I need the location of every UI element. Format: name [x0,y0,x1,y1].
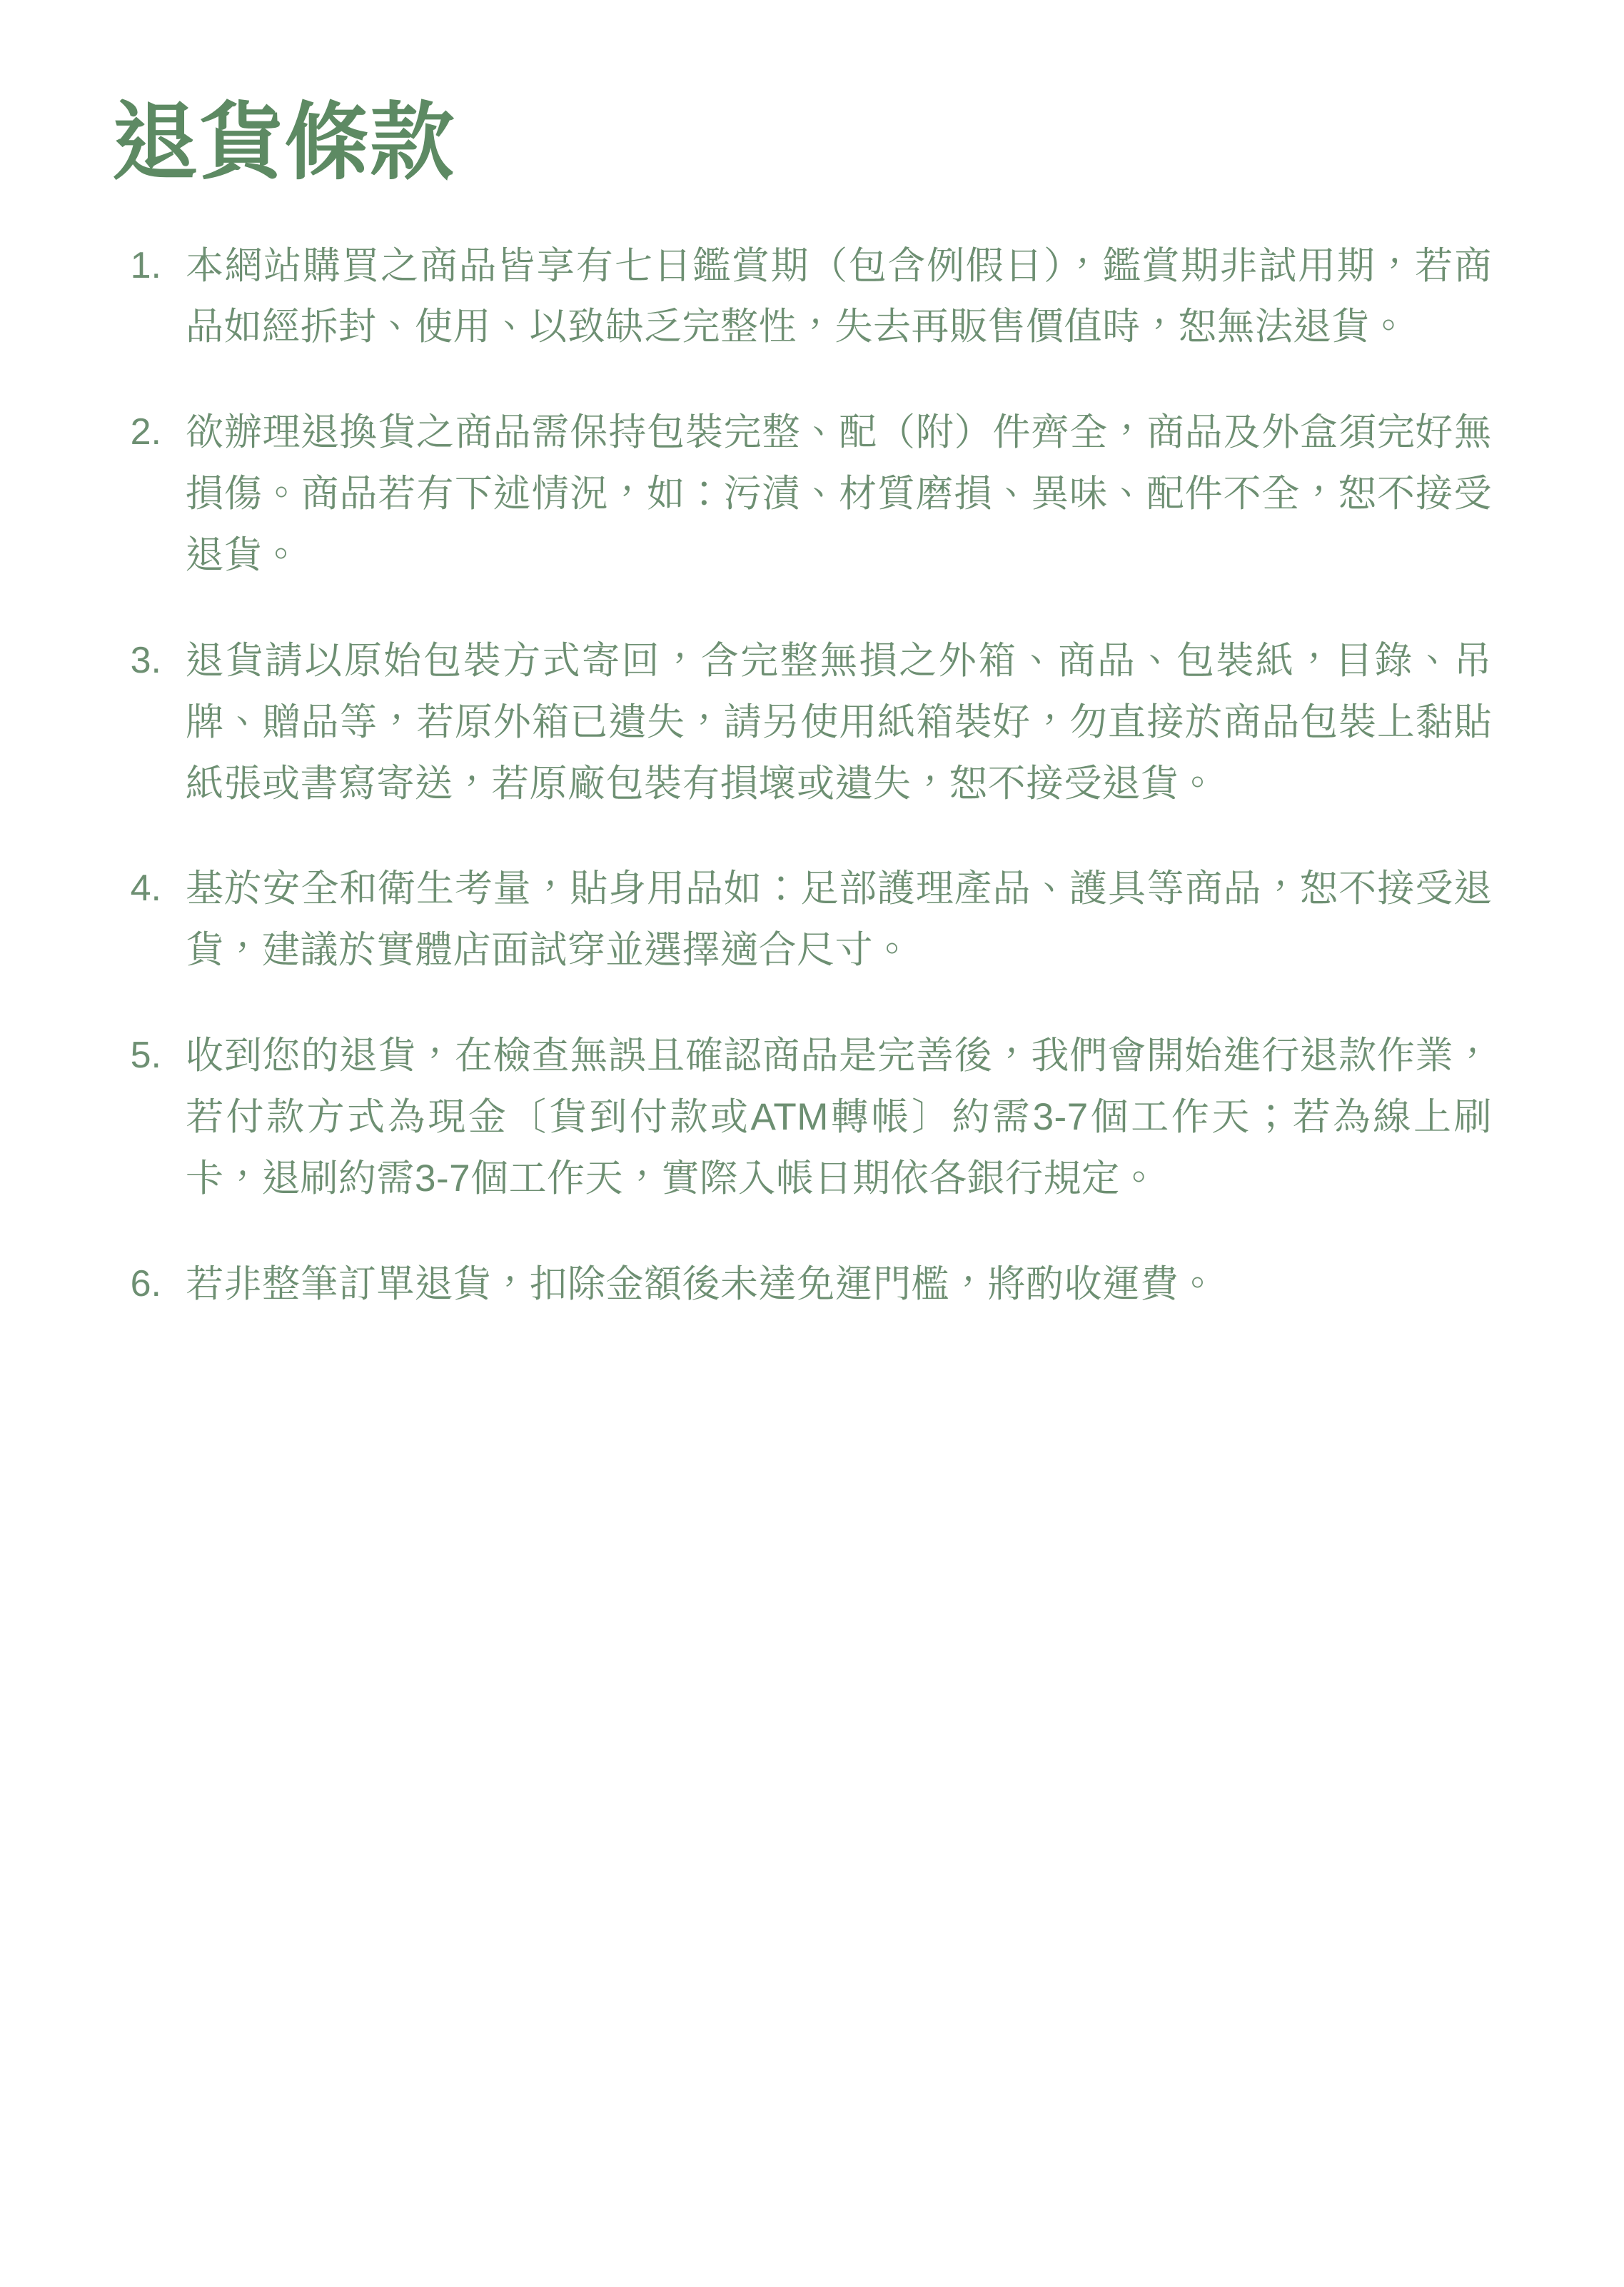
list-item-text: 若非整筆訂單退貨，扣除金額後未達免運門檻，將酌收運費。 [186,1262,1217,1305]
list-item-number: 3. [130,639,161,681]
list-item-text: 欲辦理退換貨之商品需保持包裝完整、配（附）件齊全，商品及外盒須完好無損傷。商品若有下述情況，如：污漬、材質磨損、異味、配件不全，恕不接受退貨。 [186,411,1492,577]
terms-list [100,236,1538,1315]
list-item [100,236,1538,358]
list-item-text: 本網站購買之商品皆享有七日鑑賞期（包含例假日），鑑賞期非試用期，若商品如經拆封、使用、以致缺乏完整性，失去再販售價值時，恕無法退貨。 [186,244,1492,348]
list-item-number: 5. [130,1035,161,1077]
list-item-text: 收到您的退貨，在檢查無誤且確認商品是完善後，我們會開始進行退款作業，若付款方式為現金〔貨到付款或ATM轉帳〕約需3-7個工作天；若為線上刷卡，退刷約需3-7個工作天，實際入帳日期依各銀行規定。 [186,1035,1492,1200]
list-item-text: 退貨請以原始包裝方式寄回，含完整無損之外箱、商品、包裝紙，目錄、吊牌、贈品等，若原外箱已遺失，請另使用紙箱裝好，勿直接於商品包裝上黏貼紙張或書寫寄送，若原廠包裝有損壞或遺失，恕不接受退貨。 [186,639,1492,805]
list-item-number: 6. [130,1262,161,1305]
list-item [100,1254,1538,1315]
page-title: 退貨條款 [113,96,456,190]
list-item [100,858,1538,981]
list-item-text: 基於安全和衛生考量，貼身用品如：足部護理產品、護具等商品，恕不接受退貨，建議於實體店面試穿並選擇適合尺寸。 [186,868,1492,972]
list-item-number: 1. [130,244,161,286]
list-item [100,630,1538,815]
list-item-number: 2. [130,411,161,453]
list-item-number: 4. [130,868,161,910]
list-item [100,1025,1538,1210]
list-item [100,402,1538,586]
